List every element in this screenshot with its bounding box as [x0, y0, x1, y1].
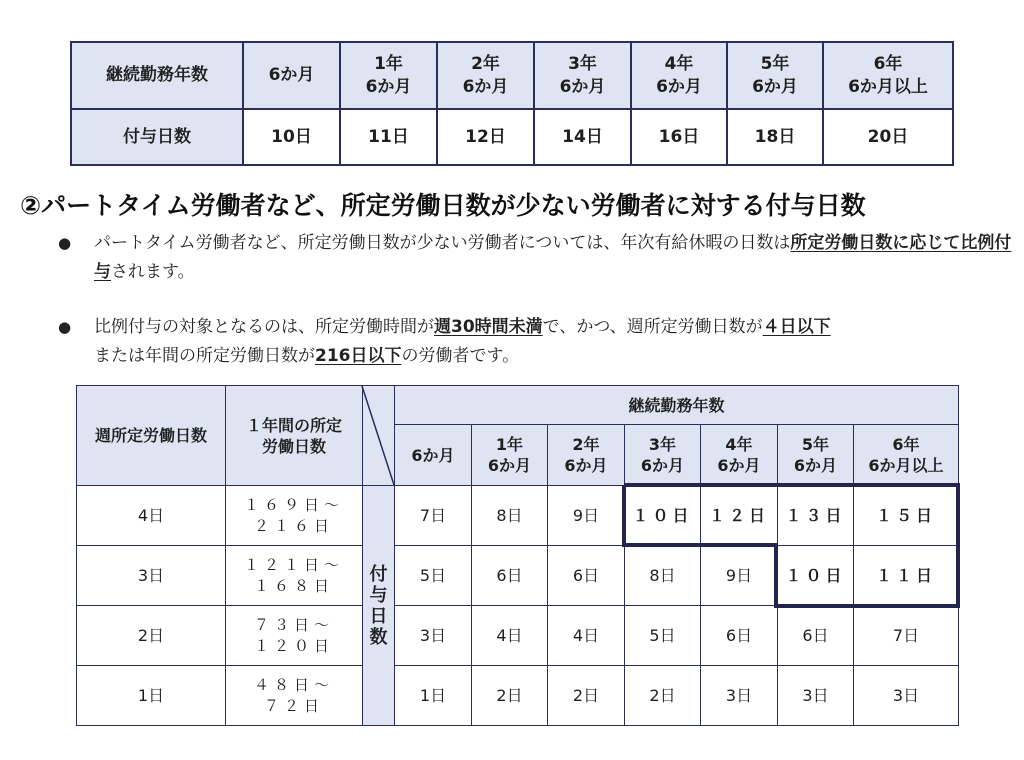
- tenure-column: 1年 6か月: [472, 425, 548, 486]
- leave-days-cell: 9日: [548, 486, 625, 546]
- tenure-header: 継続勤務年数: [395, 386, 959, 425]
- weekly-days-cell: 4日: [77, 486, 226, 546]
- leave-days-cell: 1日: [395, 666, 472, 726]
- leave-days-cell: 3日: [778, 666, 854, 726]
- tenure-column: 4年 6か月: [701, 425, 778, 486]
- leave-days-cell: 9日: [701, 546, 778, 606]
- leave-days-cell: 3日: [854, 666, 959, 726]
- bullet-dot: ●: [58, 318, 72, 336]
- tenure-column: 4年 6か月: [631, 42, 727, 109]
- tenure-column: 6か月: [395, 425, 472, 486]
- tenure-column: 5年 6か月: [778, 425, 854, 486]
- leave-days-cell: 3日: [701, 666, 778, 726]
- weekly-days-header: 週所定労働日数: [77, 386, 226, 486]
- granted-days-cell: 10日: [243, 109, 340, 165]
- tenure-column: 2年 6か月: [548, 425, 625, 486]
- tenure-column: 3年 6か月: [534, 42, 631, 109]
- leave-days-cell: １１日: [854, 546, 959, 606]
- annual-days-cell: ７３日～ １２０日: [226, 606, 363, 666]
- granted-days-cell: 12日: [437, 109, 534, 165]
- proportional-leave-table: [76, 385, 959, 726]
- granted-days-cell: 16日: [631, 109, 727, 165]
- leave-days-cell: １５日: [854, 486, 959, 546]
- tenure-column: 5年 6か月: [727, 42, 823, 109]
- diagonal-cell: [363, 386, 395, 486]
- weekly-days-cell: 2日: [77, 606, 226, 666]
- weekly-days-cell: 3日: [77, 546, 226, 606]
- table-row: [71, 42, 953, 109]
- tenure-column: 6年 6か月以上: [823, 42, 953, 109]
- table-row: [77, 386, 959, 425]
- granted-days-cell: 14日: [534, 109, 631, 165]
- weekly-days-cell: 1日: [77, 666, 226, 726]
- table-row: [71, 109, 953, 165]
- annual-leave-table: [70, 41, 954, 166]
- tenure-header-label: 継続勤務年数: [71, 42, 243, 109]
- bullet-text: 比例付与の対象となるのは、所定労働時間が週30時間未満で、かつ、週所定労働日数が４日以下 または年間の所定労働日数が216日以下の労働者です。: [94, 317, 831, 366]
- bullet-item: [58, 313, 1013, 373]
- tenure-column: 2年 6か月: [437, 42, 534, 109]
- leave-days-cell: １０日: [778, 546, 854, 606]
- table-row: [77, 546, 959, 606]
- leave-days-cell: 6日: [548, 546, 625, 606]
- bullet-text: パートタイム労働者など、所定労働日数が少ない労働者については、年次有給休暇の日数は所定労働日数に応じて比例付与されます。: [94, 233, 1012, 282]
- leave-days-cell: 3日: [395, 606, 472, 666]
- annual-days-cell: １６９日～ ２１６日: [226, 486, 363, 546]
- annual-days-cell: ４８日～ ７２日: [226, 666, 363, 726]
- leave-days-cell: 6日: [778, 606, 854, 666]
- table-row: [77, 486, 959, 546]
- tenure-column: 1年 6か月: [340, 42, 437, 109]
- leave-days-cell: 2日: [472, 666, 548, 726]
- bullet-dot: ●: [58, 234, 72, 252]
- granted-days-cell: 20日: [823, 109, 953, 165]
- bullet-item: [58, 229, 1013, 289]
- granted-days-label: 付与日数: [71, 109, 243, 165]
- leave-days-cell: 8日: [625, 546, 701, 606]
- leave-days-cell: 4日: [548, 606, 625, 666]
- leave-days-cell: １３日: [778, 486, 854, 546]
- annual-days-cell: １２１日～ １６８日: [226, 546, 363, 606]
- leave-days-cell: １０日: [625, 486, 701, 546]
- section-heading: ②パートタイム労働者など、所定労働日数が少ない労働者に対する付与日数: [20, 191, 866, 220]
- tenure-column: 3年 6か月: [625, 425, 701, 486]
- table-row: [77, 606, 959, 666]
- leave-days-cell: 7日: [854, 606, 959, 666]
- table-row: [77, 666, 959, 726]
- leave-days-cell: 7日: [395, 486, 472, 546]
- granted-days-vertical-label: 付 与 日 数: [363, 486, 395, 726]
- leave-days-cell: 2日: [548, 666, 625, 726]
- annual-days-header: １年間の所定 労働日数: [226, 386, 363, 486]
- leave-days-cell: 5日: [395, 546, 472, 606]
- granted-days-cell: 18日: [727, 109, 823, 165]
- leave-days-cell: 5日: [625, 606, 701, 666]
- leave-days-cell: 6日: [701, 606, 778, 666]
- granted-days-cell: 11日: [340, 109, 437, 165]
- tenure-column: 6年 6か月以上: [854, 425, 959, 486]
- leave-days-cell: 6日: [472, 546, 548, 606]
- tenure-column: 6か月: [243, 42, 340, 109]
- leave-days-cell: 2日: [625, 666, 701, 726]
- leave-days-cell: 4日: [472, 606, 548, 666]
- leave-days-cell: 8日: [472, 486, 548, 546]
- leave-days-cell: １２日: [701, 486, 778, 546]
